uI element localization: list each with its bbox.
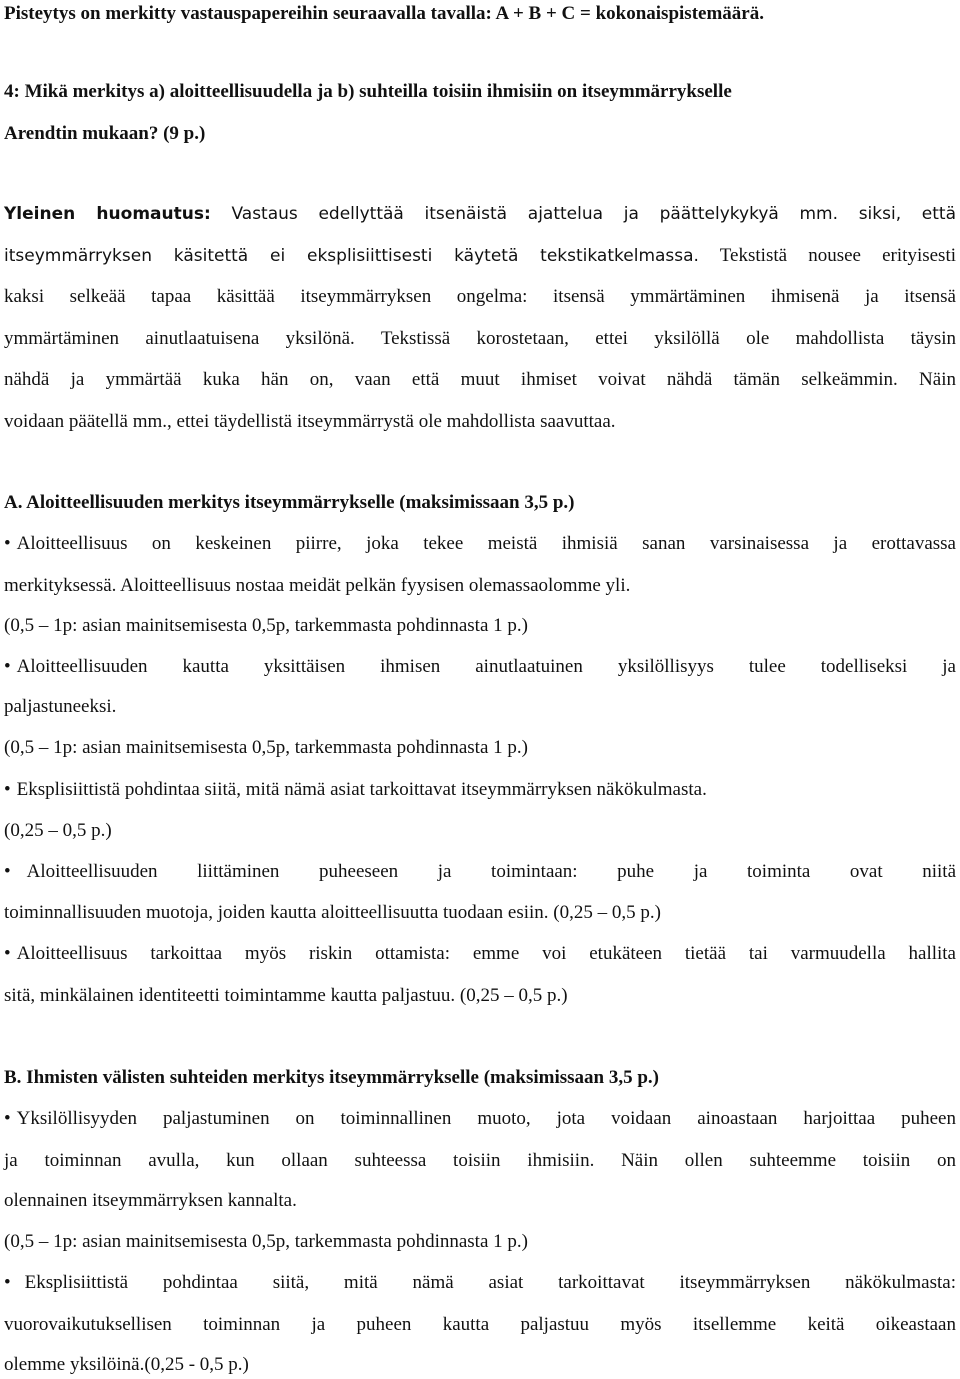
question-line-2: Arendtin mukaan? (9 p.) <box>4 123 206 144</box>
section-a-bullet-2-line-2: paljastuneeksi. <box>4 696 117 717</box>
section-a-bullet-3-line-1: • Eksplisiittistä pohdintaa siitä, mitä nämä asiat tarkoittavat itseymmärryksen näkökulmasta. <box>4 779 707 800</box>
general-note-text-2: itseymmärryksen käsitettä ei eksplisiittisesti käytetä tekstikatkelmassa. <box>4 246 699 266</box>
bullet-icon: • <box>4 943 11 964</box>
section-a-bullet-1-score: (0,5 – 1p: asian mainitsemisesta 0,5p, tarkemmasta pohdinnasta 1 p.) <box>4 615 528 636</box>
general-note-text-6a: voidaan päätellä mm. <box>4 411 168 432</box>
general-note-line-2 <box>4 244 956 268</box>
section-a-bullet-5-line-1: • Aloitteellisuus tarkoittaa myös riskin ottamista: emme voi etukäteen tietää tai varmuudella hallita <box>4 943 956 964</box>
general-note-line-5: nähdä ja ymmärtää kuka hän on, vaan että muut ihmiset voivat nähdä tämän selkeämmin. Näin <box>4 369 956 390</box>
section-a-heading: A. Aloitteellisuuden merkitys itseymmärrykselle (maksimissaan 3,5 p.) <box>4 492 575 513</box>
section-b-bullet-1-score: (0,5 – 1p: asian mainitsemisesta 0,5p, tarkemmasta pohdinnasta 1 p.) <box>4 1231 528 1252</box>
section-b-bullet-2-line-2: vuorovaikutuksellisen toiminnan ja puheen kautta paljastuu myös itsellemme keitä oikeastaan <box>4 1314 956 1335</box>
section-a-bullet-1-line-2: merkityksessä. Aloitteellisuus nostaa meidät pelkän fyysisen olemassaolomme yli. <box>4 575 631 596</box>
section-a-bullet-1-line-1: • Aloitteellisuus on keskeinen piirre, joka tekee meistä ihmisiä sanan varsinaisessa ja erottavassa <box>4 533 956 554</box>
scoring-note: Pisteytys on merkitty vastauspapereihin seuraavalla tavalla: A + B + C = kokonaispistemäärä. <box>4 3 764 24</box>
bullet-icon: • <box>4 533 11 554</box>
section-a-bullet-2-score: (0,5 – 1p: asian mainitsemisesta 0,5p, tarkemmasta pohdinnasta 1 p.) <box>4 737 528 758</box>
section-a-bullet-3-score: (0,25 – 0,5 p.) <box>4 820 112 841</box>
section-a-bullet-4-line-1: • Aloitteellisuuden liittäminen puheeseen ja toimintaan: puhe ja toiminta ovat niitä <box>4 861 956 882</box>
section-a-bullet-4-line-2: toiminnallisuuden muotoja, joiden kautta aloitteellisuutta tuodaan esiin. (0,25 – 0,5 p.) <box>4 902 661 923</box>
section-b-bullet-1-line-3: olennainen itseymmärryksen kannalta. <box>4 1190 297 1211</box>
general-note-line-1 <box>4 202 956 226</box>
general-note-text-2b: Tekstistä nousee erityisesti <box>719 245 956 266</box>
general-note-text-6b: , ettei täydellistä itseymmärrystä ole mahdollista saavuttaa. <box>167 411 616 432</box>
section-a-bullet-2-line-1: • Aloitteellisuuden kautta yksittäisen ihmisen ainutlaatuinen yksilöllisyys tulee todelliseksi ja <box>4 656 956 677</box>
bullet-icon: • <box>4 656 11 677</box>
general-note-text-1: Vastaus edellyttää itsenäistä ajattelua ja päättelykykyä mm. siksi, että <box>231 204 957 224</box>
section-b-bullet-1-line-1: • Yksilöllisyyden paljastuminen on toiminnallinen muoto, jota voidaan ainoastaan harjoittaa puheen <box>4 1108 956 1129</box>
bullet-icon: • <box>4 1108 11 1129</box>
section-b-heading: B. Ihmisten välisten suhteiden merkitys itseymmärrykselle (maksimissaan 3,5 p.) <box>4 1067 659 1088</box>
bullet-icon: • <box>4 861 11 882</box>
general-note-text-4b: Tekstissä korostetaan, ettei yksilöllä ole mahdollista täysin <box>380 328 957 349</box>
general-note-lead: Yleinen huomautus: <box>4 204 211 224</box>
general-note-line-3: kaksi selkeää tapaa käsittää itseymmärryksen ongelma: itsensä ymmärtäminen ihmisenä ja itsensä <box>4 286 956 307</box>
general-note-line-6 <box>4 410 956 434</box>
bullet-icon: • <box>4 1272 11 1293</box>
section-b-bullet-1-line-2: ja toiminnan avulla, kun ollaan suhteessa toisiin ihmisiin. Näin ollen suhteemme toisiin on <box>4 1150 956 1171</box>
section-b-bullet-2-line-1: • Eksplisiittistä pohdintaa siitä, mitä nämä asiat tarkoittavat itseymmärryksen näkökulmasta: <box>4 1272 956 1293</box>
section-a-bullet-5-line-2: sitä, minkälainen identiteetti toimintamme kautta paljastuu. (0,25 – 0,5 p.) <box>4 985 568 1006</box>
question-line-1: 4: Mikä merkitys a) aloitteellisuudella ja b) suhteilla toisiin ihmisiin on itseymmärrykselle <box>4 81 732 102</box>
section-b-bullet-2-line-3: olemme yksilöinä.(0,25 - 0,5 p.) <box>4 1354 249 1375</box>
general-note-line-4 <box>4 327 956 351</box>
general-note-text-4: ymmärtäminen ainutlaatuisena yksilönä. <box>4 328 355 349</box>
bullet-icon: • <box>4 779 11 800</box>
